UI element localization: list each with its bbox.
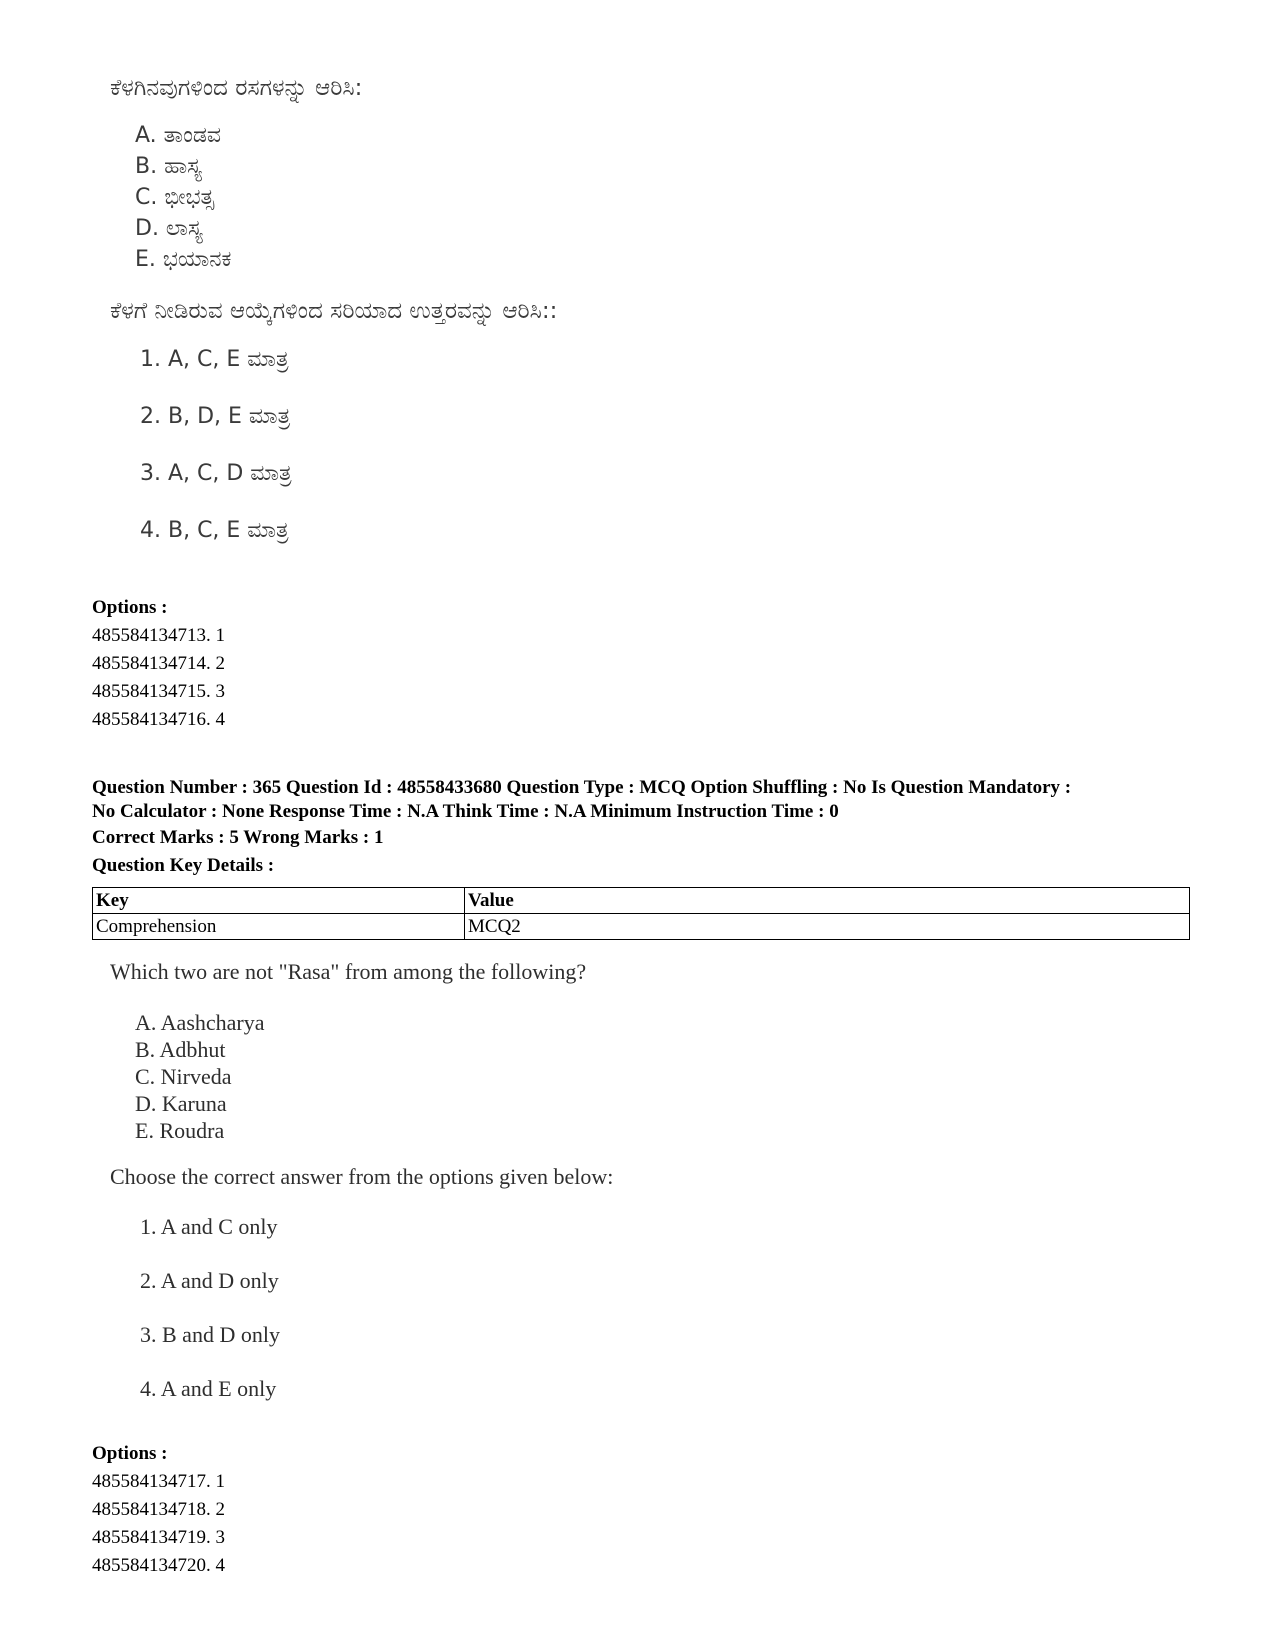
question-1-item-e: E. ಭಯಾನಕ: [135, 247, 232, 272]
question-meta-line-2: No Calculator : None Response Time : N.A Think Time : N.A Minimum Instruction Time : 0: [92, 801, 839, 822]
table-header-value: Value: [465, 888, 1190, 914]
question-1-choice-1: 1. A, C, E ಮಾತ್ರ: [140, 347, 289, 372]
question-1-items: [135, 120, 750, 275]
table-header-key: Key: [93, 888, 465, 914]
question-2-item-d: D. Karuna: [135, 1091, 227, 1116]
question-2-item-a: A. Aashcharya: [135, 1010, 265, 1035]
question-2-choices: [140, 1212, 750, 1403]
question-1-content: [110, 70, 750, 573]
question-1-choice-2: 2. B, D, E ಮಾತ್ರ: [140, 404, 291, 429]
options-label: Options :: [92, 597, 168, 618]
marks-line: Correct Marks : 5 Wrong Marks : 1: [92, 827, 384, 848]
options-label: Options :: [92, 1443, 168, 1464]
table-row: [93, 914, 1190, 940]
question-2-items: [135, 1009, 750, 1144]
option-item: 485584134714. 2: [92, 653, 225, 674]
option-item: 485584134719. 3: [92, 1527, 225, 1548]
option-item: 485584134718. 2: [92, 1499, 225, 1520]
question-2-lead: Which two are not "Rasa" from among the following?: [110, 959, 587, 984]
question-meta: [92, 776, 1192, 880]
question-2-item-b: B. Adbhut: [135, 1037, 226, 1062]
question-1-choices: [140, 345, 750, 546]
question-meta-line-1: Question Number : 365 Question Id : 48558433680 Question Type : MCQ Option Shuffling : No Is Question Mandatory :: [92, 777, 1072, 798]
question-1-item-c: C. ಭೀಭತ್ಸ: [135, 185, 215, 210]
question-1-item-d: D. ಲಾಸ್ಯ: [135, 216, 203, 241]
options-block-2: [92, 1440, 225, 1580]
question-2-instruction: Choose the correct answer from the options given below:: [110, 1164, 614, 1189]
question-1-item-a: A. ತಾಂಡವ: [135, 123, 221, 148]
options-block-1: [92, 594, 225, 734]
option-item: 485584134715. 3: [92, 681, 225, 702]
question-2-content: [110, 955, 750, 1428]
question-1-choice-4: 4. B, C, E ಮಾತ್ರ: [140, 518, 289, 543]
question-1-instruction: ಕೆಳಗೆ ನೀಡಿರುವ ಆಯ್ಕೆಗಳಿಂದ ಸರಿಯಾದ ಉತ್ತರವನ್ನು ಆರಿಸಿ::: [110, 298, 558, 324]
question-2-item-e: E. Roudra: [135, 1118, 225, 1143]
key-details-table: [92, 887, 1190, 940]
question-2-choice-1: 1. A and C only: [140, 1214, 278, 1239]
table-header-row: [93, 888, 1190, 914]
question-2-choice-3: 3. B and D only: [140, 1322, 280, 1347]
question-1-choice-3: 3. A, C, D ಮಾತ್ರ: [140, 461, 292, 486]
question-1-item-b: B. ಹಾಸ್ಯ: [135, 154, 202, 179]
option-item: 485584134716. 4: [92, 709, 225, 730]
question-2-choice-4: 4. A and E only: [140, 1376, 277, 1401]
key-details-label: Question Key Details :: [92, 855, 275, 876]
table-cell-value: MCQ2: [465, 914, 1190, 940]
option-item: 485584134717. 1: [92, 1471, 225, 1492]
option-item: 485584134720. 4: [92, 1555, 225, 1576]
question-1-lead: ಕೆಳಗಿನವುಗಳಿಂದ ರಸಗಳನ್ನು ಆರಿಸಿ:: [110, 75, 363, 101]
question-2-choice-2: 2. A and D only: [140, 1268, 279, 1293]
table-cell-key: Comprehension: [93, 914, 465, 940]
option-item: 485584134713. 1: [92, 625, 225, 646]
question-2-item-c: C. Nirveda: [135, 1064, 232, 1089]
